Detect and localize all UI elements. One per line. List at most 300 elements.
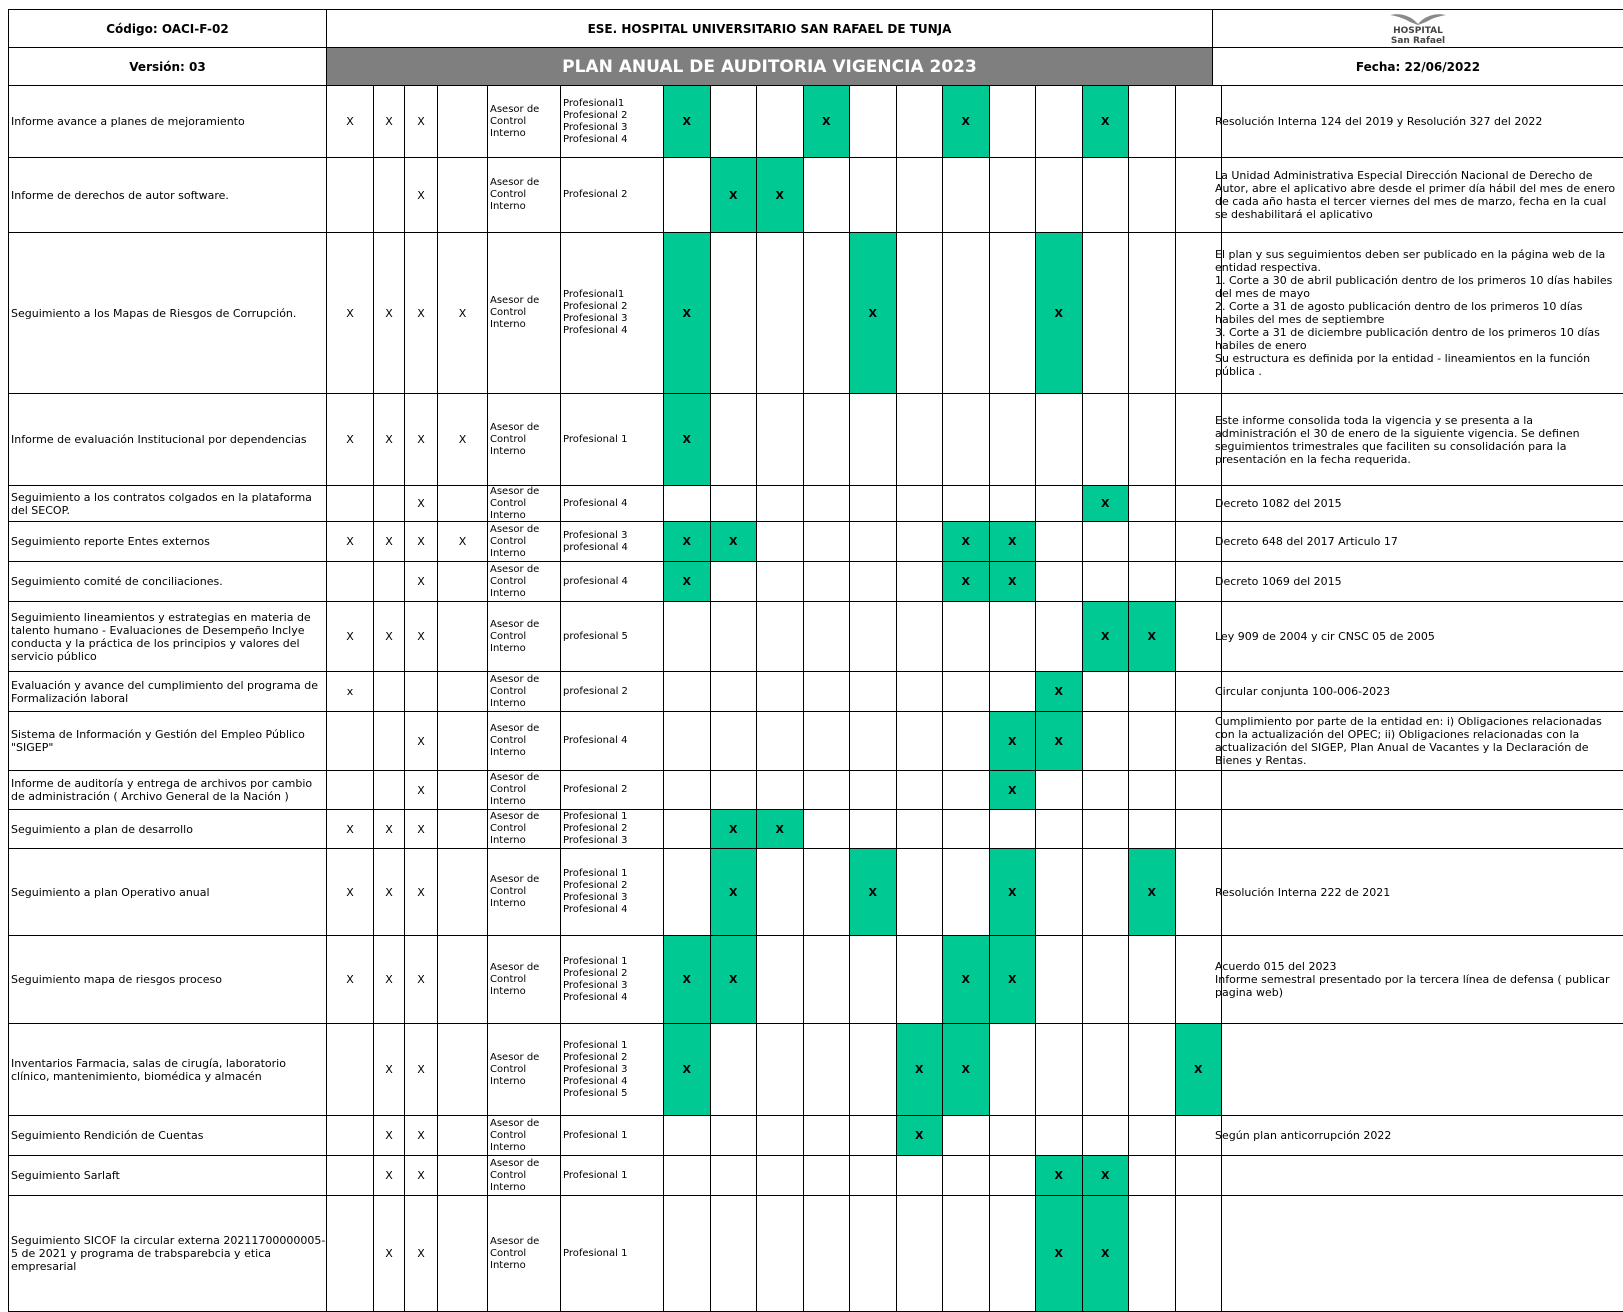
mark-cell [327,1024,374,1115]
month-cell [1083,810,1130,848]
month-cell [757,562,804,601]
responsible-cell [488,86,561,157]
staff-cell [561,486,664,521]
mark-cell [405,394,438,485]
mark-cell-text: X [417,1129,425,1142]
mark-cell [438,562,488,601]
mark-cell-text: X [417,115,425,128]
month-cell [850,810,897,848]
responsible-cell-text: Asesor de Control Interno [490,874,540,909]
month-cell [850,936,897,1023]
month-mark: X [1054,1247,1063,1260]
month-mark: X [682,1063,691,1076]
activity-cell [8,1024,327,1115]
mark-cell [438,712,488,770]
notes-cell [1213,602,1623,671]
table-row [8,1116,1623,1156]
table-row [8,672,1623,712]
table-row [8,1196,1623,1312]
mark-cell [438,1196,488,1311]
mark-cell-text: X [417,433,425,446]
mark-cell-text: X [417,188,425,202]
month-cell [1083,936,1130,1023]
mark-cell-text: X [417,630,425,643]
notes-cell [1213,1024,1623,1115]
month-cell [850,602,897,671]
activity-cell [8,810,327,848]
mark-cell [374,1156,405,1195]
staff-cell [561,1156,664,1195]
responsible-cell-text: Asesor de Control Interno [490,295,540,330]
mark-cell [327,849,374,935]
month-cell [943,562,990,601]
mark-cell [327,1116,374,1155]
mark-cell [327,810,374,848]
notes-cell [1213,86,1623,157]
month-cell [1129,810,1176,848]
month-cell [943,771,990,809]
mark-cell [405,562,438,601]
month-cell [664,1116,711,1155]
month-cell [943,522,990,561]
month-cell [804,1156,851,1195]
month-cell [711,712,758,770]
month-mark: X [1054,1169,1063,1182]
month-cell [990,1024,1037,1115]
mark-cell [327,672,374,711]
responsible-cell-text: Asesor de Control Interno [490,1235,540,1271]
month-cell [757,1024,804,1115]
mark-cell-text: X [385,1247,393,1260]
mark-cell-text: X [346,433,354,446]
mark-cell [374,522,405,561]
month-cell [990,672,1037,711]
activity-cell-text: Informe de evaluación Institucional por dependencias [11,433,307,446]
month-cell [897,712,944,770]
month-cell [850,712,897,770]
month-cell [897,672,944,711]
mark-cell [405,1196,438,1311]
month-cell [1129,1196,1176,1311]
mark-cell [374,233,405,393]
audit-plan-sheet [8,9,1623,1312]
responsible-cell [488,1196,561,1311]
month-mark: X [729,885,738,899]
mark-cell-text: X [346,535,354,548]
month-cell [1036,158,1083,232]
month-cell [990,810,1037,848]
mark-cell-text: X [458,535,467,548]
staff-cell [561,1024,664,1115]
month-mark: X [1194,1063,1203,1076]
mark-cell [438,849,488,935]
month-mark: X [682,306,691,320]
month-cell [711,86,758,157]
month-cell [664,522,711,561]
mark-cell-text: X [385,1169,393,1182]
notes-cell-text: Decreto 1082 del 2015 [1215,497,1342,510]
month-mark: X [1008,734,1017,748]
responsible-cell [488,1024,561,1115]
notes-cell [1213,672,1623,711]
notes-cell-text: Según plan anticorrupción 2022 [1215,1129,1392,1142]
mark-cell-text: X [417,1169,425,1182]
mark-cell-text: X [346,630,354,643]
mark-cell [374,1196,405,1311]
month-cell [1129,936,1176,1023]
month-cell [943,849,990,935]
mark-cell [438,86,488,157]
mark-cell-text: X [458,306,467,320]
table-row [8,86,1623,158]
month-cell [804,1196,851,1311]
month-cell [990,602,1037,671]
responsible-cell [488,486,561,521]
notes-cell-text: Ley 909 de 2004 y cir CNSC 05 de 2005 [1215,630,1435,643]
month-cell [757,849,804,935]
month-cell [1083,522,1130,561]
month-cell [757,1116,804,1155]
month-cell [1129,849,1176,935]
table-row [8,522,1623,562]
month-cell [1036,1196,1083,1311]
mark-cell [438,1156,488,1195]
responsible-cell [488,1156,561,1195]
month-cell [711,1196,758,1311]
month-cell [1036,936,1083,1023]
month-cell [897,394,944,485]
month-cell [1036,712,1083,770]
month-cell [897,1116,944,1155]
mark-cell [327,233,374,393]
month-mark: X [682,433,691,446]
month-cell [1129,562,1176,601]
month-cell [1036,849,1083,935]
notes-cell [1213,810,1623,848]
staff-cell-text: Profesional 1 [563,433,628,445]
month-mark: X [1008,575,1017,588]
month-cell [943,158,990,232]
month-cell [664,394,711,485]
month-cell [1129,602,1176,671]
month-cell [897,158,944,232]
month-cell [711,522,758,561]
mark-cell [327,712,374,770]
activity-cell-text: Seguimiento SICOF la circular externa 20211700000005-5 de 2021 y programa de trabsparebcia y etica empresarial [11,1234,326,1273]
mark-cell [327,522,374,561]
activity-cell-text: Seguimiento a plan Operativo anual [11,885,210,899]
month-cell [757,1196,804,1311]
month-mark: X [822,115,831,128]
month-cell [943,394,990,485]
mark-cell-text: X [417,734,425,748]
mark-cell-text: X [417,885,425,899]
activity-cell-text: Inventarios Farmacia, salas de cirugía, laboratorio clínico, mantenimiento, biomédica y almacén [11,1056,286,1083]
month-cell [711,158,758,232]
month-cell [1036,233,1083,393]
month-cell [804,1024,851,1115]
mark-cell-text: X [417,306,425,320]
notes-cell-text: Este informe consolida toda la vigencia y se presenta a la administración el 30 de enero de la siguiente vigencia. Se definen seguimientos trimestrales que faciliten su consolidación para la presentación en la fecha requerida. [1215,413,1580,466]
month-cell [990,712,1037,770]
table-row [8,602,1623,672]
month-cell [711,771,758,809]
month-mark: X [682,535,691,548]
month-cell [990,936,1037,1023]
staff-cell-text: Profesional 1 Profesional 2 Profesional 3 [563,811,628,846]
month-cell [1129,158,1176,232]
mark-cell [374,394,405,485]
month-cell [804,233,851,393]
activity-cell [8,86,327,157]
responsible-cell-text: Asesor de Control Interno [490,1117,540,1153]
activity-cell-text: Seguimiento reporte Entes externos [11,535,210,548]
month-cell [943,86,990,157]
month-cell [990,158,1037,232]
mark-cell [405,522,438,561]
month-cell [664,849,711,935]
month-mark: X [868,885,877,899]
mark-cell-text: X [385,1129,393,1142]
month-cell [897,936,944,1023]
notes-cell [1213,849,1623,935]
month-cell [943,1024,990,1115]
responsible-cell-text: Asesor de Control Interno [490,563,540,599]
staff-cell-text: Profesional 1 [563,1129,628,1141]
month-cell [897,771,944,809]
month-cell [664,936,711,1023]
mark-cell-text: X [417,822,425,836]
mark-cell [327,562,374,601]
mark-cell [327,394,374,485]
month-cell [1036,562,1083,601]
institution-name: ESE. HOSPITAL UNIVERSITARIO SAN RAFAEL DE TUNJA [327,10,1213,47]
staff-cell-text: profesional 4 [563,575,628,587]
staff-cell-text: Profesional1 Profesional 2 Profesional 3 Profesional 4 [563,289,628,336]
month-cell [1083,158,1130,232]
staff-cell [561,849,664,935]
month-cell [711,562,758,601]
responsible-cell [488,771,561,809]
month-cell [850,672,897,711]
month-cell [664,233,711,393]
responsible-cell [488,233,561,393]
table-row [8,562,1623,602]
responsible-cell [488,849,561,935]
activity-cell [8,1156,327,1195]
table-row [8,849,1623,936]
month-cell [1036,394,1083,485]
responsible-cell [488,522,561,561]
month-cell [897,86,944,157]
month-cell [757,936,804,1023]
responsible-cell-text: Asesor de Control Interno [490,772,540,807]
month-cell [850,522,897,561]
mark-cell [374,562,405,601]
staff-cell-text: Profesional 2 [563,784,628,795]
month-cell [1083,562,1130,601]
staff-cell-text: Profesional 1 Profesional 2 Profesional 3 Profesional 4 Profesional 5 [563,1039,628,1099]
month-cell [850,1116,897,1155]
month-mark: X [961,973,970,986]
activity-cell [8,1116,327,1155]
mark-cell [405,1156,438,1195]
mark-cell [438,672,488,711]
month-cell [757,522,804,561]
activity-cell-text: Sistema de Información y Gestión del Empleo Público "SIGEP" [11,728,305,754]
month-cell [1129,394,1176,485]
staff-cell-text: Profesional 1 Profesional 2 Profesional 3 Profesional 4 [563,868,628,915]
responsible-cell [488,810,561,848]
month-cell [711,1024,758,1115]
staff-cell [561,810,664,848]
month-mark: X [729,535,738,548]
month-cell [850,1024,897,1115]
mark-cell-text: X [346,306,354,320]
responsible-cell [488,712,561,770]
month-cell [757,771,804,809]
notes-cell [1213,1116,1623,1155]
month-cell [1129,1024,1176,1115]
mark-cell [374,810,405,848]
month-cell [664,810,711,848]
month-cell [664,771,711,809]
mark-cell [438,810,488,848]
month-mark: X [961,575,970,588]
responsible-cell-text: Asesor de Control Interno [490,103,540,139]
responsible-cell-text: Asesor de Control Interno [490,421,540,457]
table-row [8,1024,1623,1116]
month-mark: X [1101,115,1110,128]
mark-cell-text: X [385,822,393,836]
month-cell [1129,1116,1176,1155]
responsible-cell-text: Asesor de Control Interno [490,961,540,997]
month-cell [804,602,851,671]
mark-cell [438,936,488,1023]
month-mark: X [961,1063,970,1076]
month-cell [897,562,944,601]
mark-cell-text: X [385,433,393,446]
month-cell [990,86,1037,157]
notes-cell [1213,233,1623,393]
mark-cell [374,1116,405,1155]
month-cell [1083,1196,1130,1311]
month-cell [664,1156,711,1195]
month-cell [943,712,990,770]
month-mark: X [682,973,691,986]
mark-cell [438,233,488,393]
month-cell [1129,233,1176,393]
month-cell [804,562,851,601]
month-mark: X [729,973,738,986]
month-cell [850,233,897,393]
month-cell [804,771,851,809]
notes-cell-text: Decreto 1069 del 2015 [1215,575,1342,588]
staff-cell-text: Profesional 3 profesional 4 [563,529,628,553]
mark-cell [405,849,438,935]
month-cell [804,86,851,157]
month-cell [943,486,990,521]
responsible-cell-text: Asesor de Control Interno [490,618,540,654]
activity-cell-text: Seguimiento lineamientos y estrategias en materia de talento humano - Evaluaciones de Desempeño Inclye conducta y la práctica de los principios y valores del servicio público [11,610,311,663]
month-cell [990,562,1037,601]
mark-cell [405,602,438,671]
month-cell [1036,522,1083,561]
month-cell [850,562,897,601]
mark-cell [374,672,405,711]
mark-cell [405,1024,438,1115]
mark-cell-text: X [385,306,393,320]
month-cell [1036,486,1083,521]
responsible-cell-text: Asesor de Control Interno [490,673,540,709]
staff-cell-text: Profesional 1 Profesional 2 Profesional 3 Profesional 4 [563,955,628,1003]
mark-cell-text: X [417,973,425,986]
month-mark: X [1008,885,1017,899]
month-mark: X [775,188,784,202]
staff-cell [561,712,664,770]
mark-cell [374,936,405,1023]
activity-cell-text: Seguimiento comité de conciliaciones. [11,575,223,588]
mark-cell-text: X [385,885,393,899]
month-cell [711,1156,758,1195]
mark-cell [405,233,438,393]
document-code: Código: OACI-F-02 [8,10,327,47]
table-row [8,486,1623,522]
month-cell [711,233,758,393]
month-mark: X [1008,535,1017,548]
notes-cell [1213,712,1623,770]
mark-cell-text: X [385,535,393,548]
responsible-cell [488,394,561,485]
activity-cell-text: Seguimiento a plan de desarrollo [11,822,193,836]
responsible-cell [488,1116,561,1155]
month-cell [990,522,1037,561]
activity-cell [8,672,327,711]
table-row [8,936,1623,1024]
responsible-cell-text: Asesor de Control Interno [490,523,540,559]
staff-cell-text: Profesional 4 [563,497,628,509]
mark-cell [327,158,374,232]
month-cell [664,602,711,671]
mark-cell [405,936,438,1023]
month-cell [664,486,711,521]
month-cell [943,1116,990,1155]
staff-cell [561,936,664,1023]
month-cell [664,1024,711,1115]
month-cell [943,672,990,711]
activity-cell [8,486,327,521]
month-cell [711,810,758,848]
month-cell [850,1196,897,1311]
staff-cell [561,158,664,232]
month-cell [897,233,944,393]
month-cell [897,849,944,935]
month-cell [990,233,1037,393]
staff-cell [561,233,664,393]
month-mark: X [1101,497,1110,510]
month-cell [1036,810,1083,848]
activity-cell-text: Seguimiento a los Mapas de Riesgos de Corrupción. [11,306,297,320]
notes-cell [1213,1156,1623,1195]
month-cell [990,771,1037,809]
notes-cell-text: El plan y sus seguimientos deben ser publicado en la página web de la entidad respectiva. 1. Corte a 30 de abril publicación dentro de los primeros 10 días habiles del mes de mayo 2. Corte a 31 de agosto publicación dentro de los primeros 10 días habiles del mes de septiembre 3. Corte a 31 de diciembre publicación dentro de los primeros 10 días habiles de enero Su estructura es definida por la entidad - lineamientos en la función pública . [1215,248,1613,378]
month-cell [990,1156,1037,1195]
mark-cell [438,1024,488,1115]
month-cell [804,936,851,1023]
month-cell [943,810,990,848]
month-mark: X [1101,1247,1110,1260]
staff-cell [561,602,664,671]
